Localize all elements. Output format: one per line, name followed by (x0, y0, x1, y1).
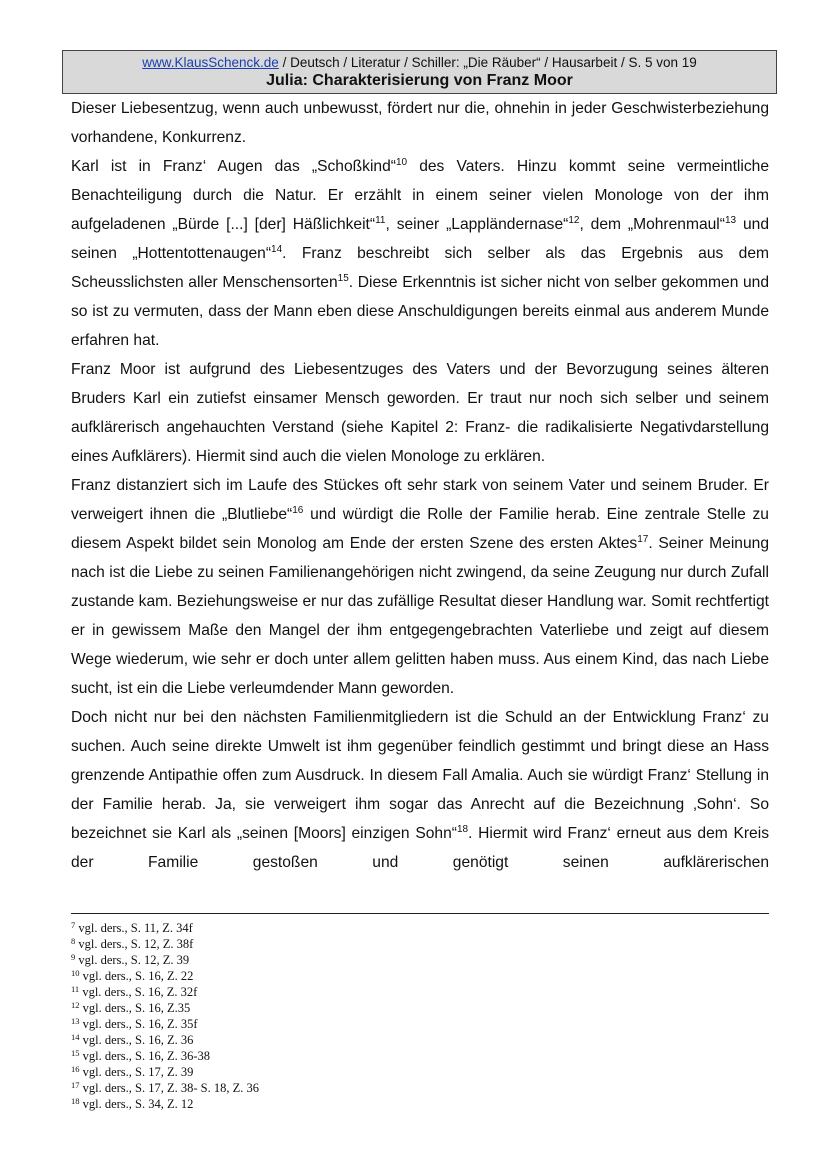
footnote-divider (71, 913, 769, 914)
footnote-number: 17 (71, 1080, 80, 1090)
footnote (71, 1096, 571, 1112)
paragraph-3: Franz Moor ist aufgrund des Liebesentzuges des Vaters und der Bevorzugung seines älteren Bruders Karl ein zutiefst einsamer Mensch geworden. Er traut nur noch sich selber und seinem aufklärerisch angehauchten Verstand (siehe Kapitel 2: Franz- die radikalisierte Negativdarstellung eines Aufklärers). Hiermit sind auch die vielen Monologe zu erklären. (71, 361, 769, 465)
footnote (71, 968, 571, 984)
footnote-number: 8 (71, 936, 76, 946)
breadcrumb-path: / Deutsch / Literatur / Schiller: „Die Räuber“ / Hausarbeit / S. 5 von 19 (278, 55, 697, 70)
text: Franz distanziert sich im Laufe des Stückes oft sehr stark von seinem Vater und seinem Bruder. Er verweigert ihnen die „Blutliebe“ (71, 477, 769, 523)
paragraph-5 (71, 703, 769, 877)
footnote-text: vgl. ders., S. 16, Z.35 (79, 1001, 191, 1015)
footnote-ref[interactable]: 15 (337, 273, 349, 284)
footnote (71, 984, 571, 1000)
text: Doch nicht nur bei den nächsten Familienmitgliedern ist die Schuld an der Entwicklung Franz‘ zu suchen. Auch seine direkte Umwelt ist ihm gegenüber feindlich gestimmt und bringt diese an Hass grenzende Antipathie offen zum Ausdruck. In diesem Fall Amalia. Auch sie würdigt Franz‘ Stellung in der Familie herab. Ja, sie verweigert ihm sogar das Anrecht auf die Bezeichnung ‚Sohn‘. So bezeichnet sie Karl als „seinen [Moors] einzigen Sohn“ (71, 709, 769, 842)
footnote-text: vgl. ders., S. 16, Z. 35f (79, 1017, 198, 1031)
footnote-ref[interactable]: 11 (375, 215, 386, 226)
footnote-text: vgl. ders., S. 12, Z. 39 (75, 953, 190, 967)
footnote-number: 9 (71, 952, 76, 962)
footnote-number: 13 (71, 1016, 80, 1026)
footnote-number: 15 (71, 1048, 80, 1058)
footnote (71, 1032, 571, 1048)
paragraph-1: Dieser Liebesentzug, wenn auch unbewusst, fördert nur die, ohnehin in jeder Geschwisterbeziehung vorhandene, Konkurrenz. (71, 100, 769, 146)
footnote-text: vgl. ders., S. 16, Z. 22 (79, 969, 194, 983)
footnote (71, 936, 571, 952)
footnote-number: 12 (71, 1000, 80, 1010)
footnote (71, 1064, 571, 1080)
text: . Seiner Meinung nach ist die Liebe zu seinen Familienangehörigen nicht zwingend, da seine Zeugung nur durch Zufall zustande kam. Beziehungsweise er nur das zufällige Resultat dieser Handlung war. Somit rechtfertigt er in gewissem Maße den Mangel der ihm entgegengebrachten Vaterliebe und zeigt auf diesem Wege wiederum, wie sehr er doch unter allem gelitten haben muss. Aus einem Kind, das nach Liebe sucht, ist ein die Liebe verleumdender Mann geworden. (71, 535, 769, 697)
footnote-ref[interactable]: 14 (271, 244, 283, 255)
site-link[interactable]: www.KlausSchenck.de (142, 55, 279, 70)
footnote (71, 1016, 571, 1032)
header-breadcrumb (63, 54, 776, 71)
text: Karl ist in Franz‘ Augen das „Schoßkind“ (71, 158, 396, 175)
footnote-text: vgl. ders., S. 12, Z. 38f (75, 937, 194, 951)
text: . Hiermit wird Franz‘ erneut aus dem Kreis der Familie gestoßen und genötigt seinen aufklärerischen (71, 825, 769, 871)
footnote-number: 18 (71, 1096, 80, 1106)
body-text (71, 94, 769, 877)
footnote (71, 1000, 571, 1016)
footnote (71, 920, 571, 936)
footnote-ref[interactable]: 10 (395, 157, 408, 168)
text: und seinen „Hottentottenaugen“ (71, 216, 769, 262)
footnote (71, 952, 571, 968)
footnote (71, 1048, 571, 1064)
footnote-ref[interactable]: 13 (724, 215, 737, 226)
page-header (62, 50, 777, 94)
footnote-ref[interactable]: 12 (568, 215, 580, 226)
footnote-text: vgl. ders., S. 11, Z. 34f (75, 921, 193, 935)
text: und würdigt die Rolle der Familie herab. Eine zentrale Stelle zu diesem Aspekt bildet sein Monolog am Ende der ersten Szene des ersten Aktes (71, 506, 769, 552)
footnote-number: 16 (71, 1064, 80, 1074)
footnote-text: vgl. ders., S. 17, Z. 38- S. 18, Z. 36 (79, 1081, 260, 1095)
footnote-number: 7 (71, 920, 76, 930)
text: , dem „Mohrenmaul“ (579, 216, 725, 233)
footnote-text: vgl. ders., S. 16, Z. 36-38 (79, 1049, 211, 1063)
footnote-ref[interactable]: 18 (456, 824, 469, 835)
footnote-number: 14 (71, 1032, 80, 1042)
footnote-text: vgl. ders., S. 17, Z. 39 (79, 1065, 194, 1079)
paragraph-2 (71, 152, 769, 355)
footnote-number: 11 (71, 984, 80, 994)
text: des Vaters. Hinzu kommt seine vermeintliche Benachteiligung durch die Natur. Er erzählt in einem seiner vielen Monologe von der ihm aufgeladenen „Bürde [...] [der] Häßlichkeit“ (71, 158, 770, 233)
footnote-text: vgl. ders., S. 16, Z. 36 (79, 1033, 194, 1047)
text: . Diese Erkenntnis ist sicher nicht von selber gekommen und so ist zu vermuten, dass der Mann eben diese Anschuldigungen bereits einmal aus anderem Munde erfahren hat. (71, 274, 770, 349)
text: , seiner „Lappländernase“ (385, 216, 569, 233)
footnote-number: 10 (71, 968, 80, 978)
footnote-text: vgl. ders., S. 34, Z. 12 (79, 1097, 194, 1111)
footnotes (71, 920, 571, 1112)
document-title: Julia: Charakterisierung von Franz Moor (266, 72, 573, 89)
text: . Franz beschreibt sich selber als das Ergebnis aus dem Scheusslichsten aller Menschensorten (71, 245, 769, 291)
footnote-text: vgl. ders., S. 16, Z. 32f (79, 985, 198, 999)
footnote-ref[interactable]: 17 (637, 534, 649, 545)
footnote (71, 1080, 571, 1096)
paragraph-4 (71, 471, 769, 703)
footnote-ref[interactable]: 16 (292, 505, 304, 516)
